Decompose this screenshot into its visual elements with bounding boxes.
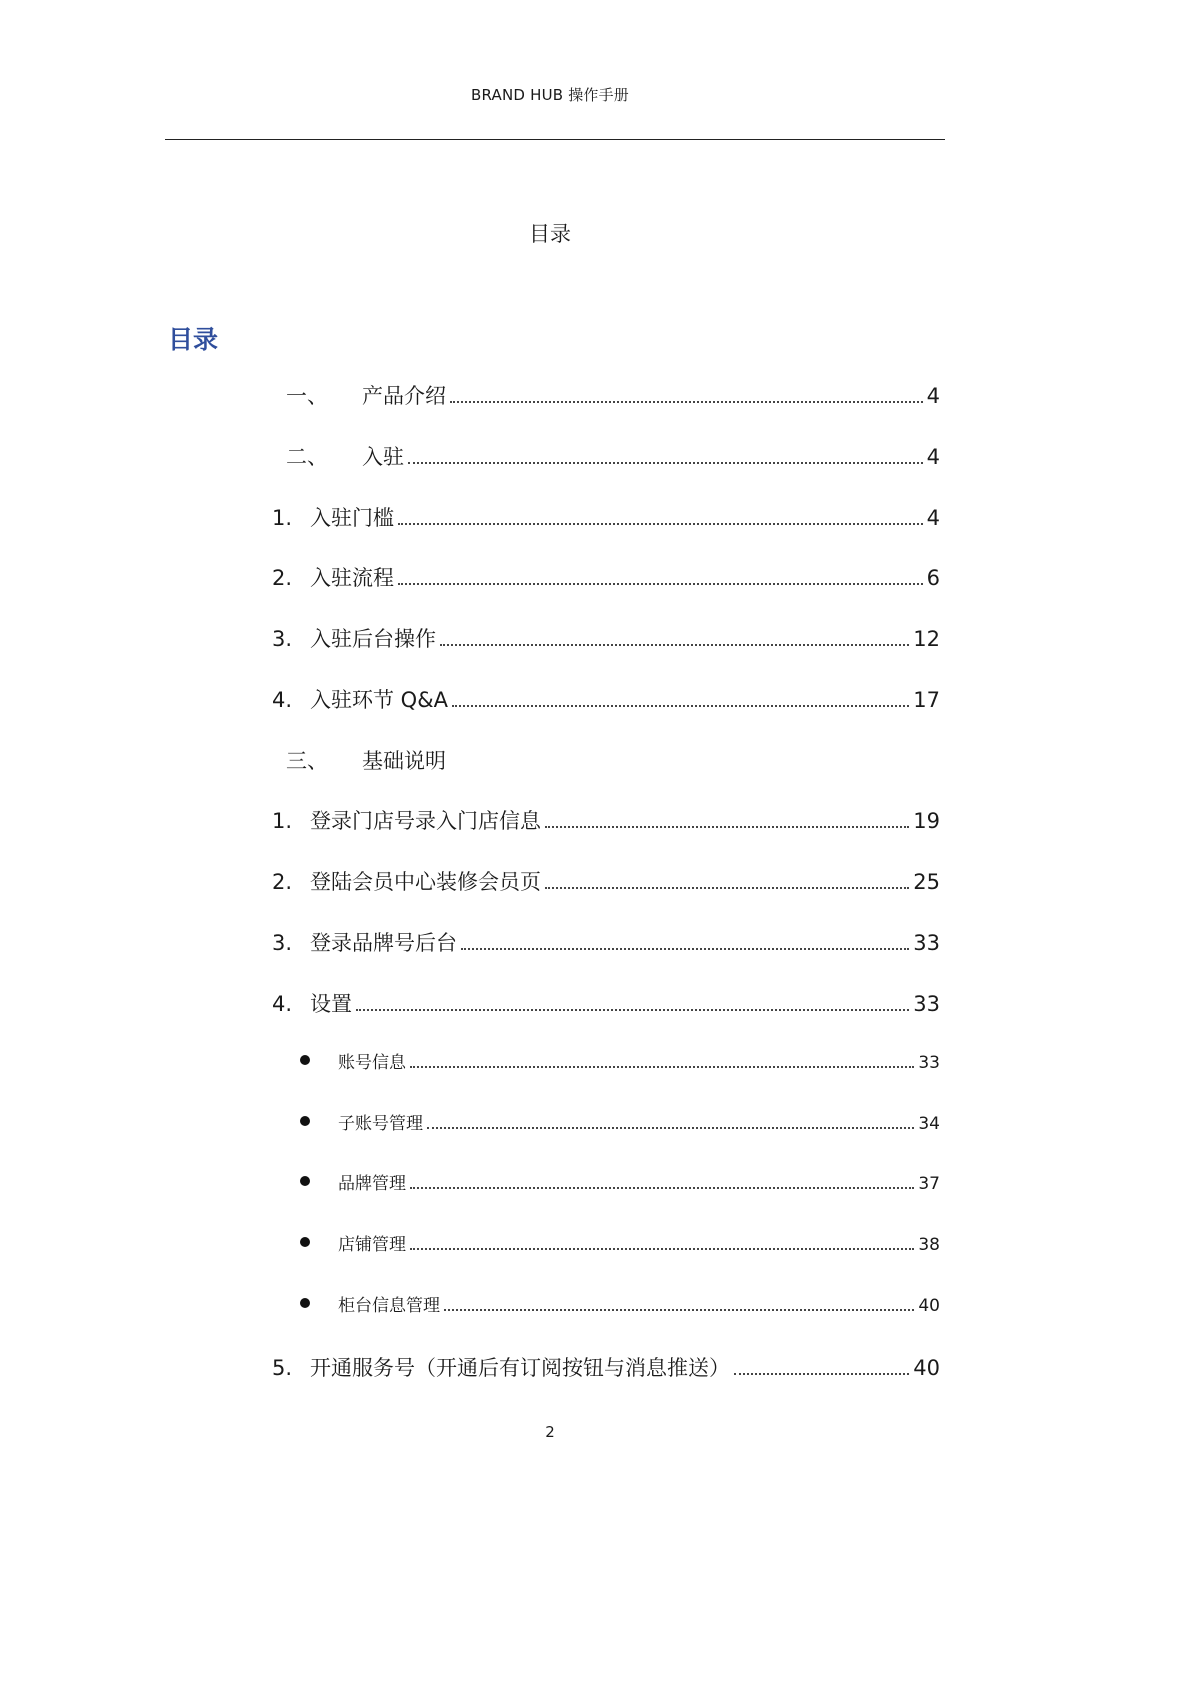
toc-entry[interactable] — [272, 811, 940, 832]
dot-leader — [410, 1066, 914, 1068]
dot-leader — [356, 1009, 909, 1011]
toc-entry-label: 入驻环节 Q&A — [310, 688, 448, 712]
dot-leader — [398, 583, 923, 585]
toc-entry-number: 三、 — [286, 749, 328, 773]
toc-entry-page-number: 40 — [918, 1296, 940, 1316]
toc-entry-label: 店铺管理 — [338, 1235, 406, 1255]
toc-entry-page-number: 33 — [913, 992, 940, 1016]
dot-leader — [444, 1309, 914, 1311]
dot-leader — [452, 705, 909, 707]
dot-leader — [461, 948, 909, 950]
toc-entry-label: 开通服务号（开通后有订阅按钮与消息推送） — [310, 1356, 730, 1380]
toc-entry-label: 入驻门槛 — [310, 506, 394, 530]
toc-entry-page-number: 17 — [913, 688, 940, 712]
toc-entry-label: 品牌管理 — [338, 1174, 406, 1194]
dot-leader — [408, 462, 923, 464]
toc-entry-number: 4. — [272, 992, 293, 1016]
running-header: BRAND HUB 操作手册 — [470, 86, 630, 104]
toc-entry[interactable] — [272, 872, 940, 893]
toc-entry-page-number: 37 — [918, 1174, 940, 1194]
dot-leader — [410, 1248, 914, 1250]
toc-entry-number: 一、 — [286, 384, 328, 408]
toc-entry-number: 2. — [272, 566, 293, 590]
toc-entry-page-number: 4 — [926, 506, 940, 530]
toc-entry[interactable] — [272, 1358, 940, 1379]
dot-leader — [440, 644, 909, 646]
toc-entry-number: 5. — [272, 1356, 293, 1380]
dot-leader — [450, 401, 923, 403]
toc-entry-number: 1. — [272, 506, 293, 530]
toc-entry-label: 产品介绍 — [362, 384, 446, 408]
toc-entry-number: 3. — [272, 931, 293, 955]
toc-entry-number: 二、 — [286, 445, 328, 469]
bullet-icon — [300, 1055, 338, 1072]
toc-entry-page-number: 40 — [913, 1356, 940, 1380]
page-title: 目录 — [529, 222, 571, 246]
bullet-icon — [300, 1116, 338, 1133]
toc-entry[interactable] — [272, 994, 940, 1015]
toc-entry[interactable] — [300, 1176, 940, 1193]
dot-leader — [545, 887, 909, 889]
toc-entry[interactable] — [272, 568, 940, 589]
bullet-icon — [300, 1237, 338, 1254]
toc-entry-page-number: 34 — [918, 1114, 940, 1134]
toc-entry-page-number: 33 — [913, 931, 940, 955]
toc-entry-label: 入驻 — [362, 445, 404, 469]
bullet-icon — [300, 1298, 338, 1315]
dot-leader — [398, 523, 923, 525]
toc-entry[interactable] — [300, 1055, 940, 1072]
toc-entry-page-number: 4 — [926, 384, 940, 408]
toc-entry[interactable] — [282, 751, 940, 772]
toc-entry-label: 登录门店号录入门店信息 — [310, 809, 541, 833]
toc-entry-label: 基础说明 — [362, 749, 446, 773]
toc-entry-page-number: 19 — [913, 809, 940, 833]
toc-entry-label: 柜台信息管理 — [338, 1296, 440, 1316]
toc-entry[interactable] — [300, 1237, 940, 1254]
toc-entry-number: 3. — [272, 627, 293, 651]
toc-entry[interactable] — [272, 508, 940, 529]
dot-leader — [734, 1373, 909, 1375]
page-number: 2 — [545, 1423, 555, 1441]
toc-entry-label: 设置 — [310, 992, 352, 1016]
header-rule — [165, 139, 945, 140]
toc-entry-page-number: 33 — [918, 1053, 940, 1073]
dot-leader — [427, 1127, 914, 1129]
toc-entry-number: 4. — [272, 688, 293, 712]
toc-entry-page-number: 4 — [926, 445, 940, 469]
toc-entry[interactable] — [272, 629, 940, 650]
toc-entry-label: 登录品牌号后台 — [310, 931, 457, 955]
toc-entry-label: 账号信息 — [338, 1053, 406, 1073]
toc-entry-page-number: 25 — [913, 870, 940, 894]
toc-entry[interactable] — [300, 1116, 940, 1133]
toc-entry-page-number: 12 — [913, 627, 940, 651]
bullet-icon — [300, 1176, 338, 1193]
bullet-dot-icon — [300, 1176, 310, 1186]
bullet-dot-icon — [300, 1116, 310, 1126]
toc-entry-page-number: 38 — [918, 1235, 940, 1255]
bullet-dot-icon — [300, 1298, 310, 1308]
toc-entry[interactable] — [282, 386, 940, 407]
toc-entry-number: 1. — [272, 809, 293, 833]
toc-entry-label: 子账号管理 — [338, 1114, 423, 1134]
toc-entry-label: 登陆会员中心装修会员页 — [310, 870, 541, 894]
toc-entry[interactable] — [282, 447, 940, 468]
toc-entry[interactable] — [300, 1298, 940, 1315]
toc-entry[interactable] — [272, 690, 940, 711]
toc-heading: 目录 — [168, 325, 219, 354]
toc-entry-page-number: 6 — [926, 566, 940, 590]
bullet-dot-icon — [300, 1237, 310, 1247]
bullet-dot-icon — [300, 1055, 310, 1065]
toc-entry-number: 2. — [272, 870, 293, 894]
toc-entry-label: 入驻后台操作 — [310, 627, 436, 651]
dot-leader — [545, 826, 909, 828]
dot-leader — [410, 1187, 914, 1189]
toc-entry[interactable] — [272, 933, 940, 954]
toc-entry-label: 入驻流程 — [310, 566, 394, 590]
